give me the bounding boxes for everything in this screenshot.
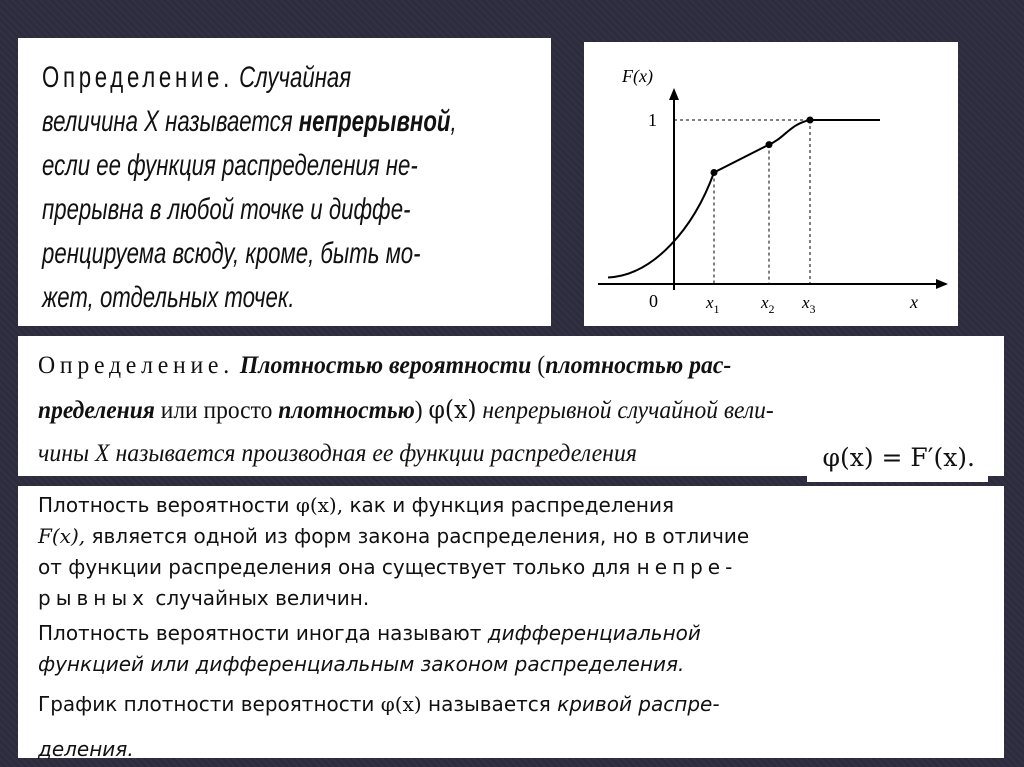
definition-density-panel <box>18 336 1004 476</box>
F-symbol: F(x), <box>38 524 86 548</box>
paragraph-line: от функции распределения она существует только для непре- <box>38 555 738 579</box>
definition-heading: Определение. <box>38 352 234 379</box>
y-axis-label: F(x) <box>622 66 653 86</box>
distribution-function-chart <box>584 42 958 326</box>
phi-symbol: φ(x) <box>380 692 422 716</box>
definition1-line: жет, отдельных точек. <box>42 281 295 314</box>
data-point-x1 <box>711 169 718 176</box>
data-point-x3 <box>807 117 814 124</box>
term-differential-function: дифференциальной <box>487 621 701 645</box>
x-tick-label-x1: $x_1$ <box>706 293 720 316</box>
distribution-function-graph-panel <box>584 42 958 326</box>
x-axis-label: x <box>910 292 918 312</box>
x-tick-label-x2: $x_2$ <box>761 293 775 316</box>
phi-symbol: φ(x) <box>428 395 477 424</box>
distribution-curve <box>608 120 880 277</box>
density-formula: φ(x) = F′(x). <box>807 440 988 482</box>
term-continuous: непрерывной <box>298 105 451 138</box>
definition1-line: прерывна в любой точке и диффе- <box>42 193 411 226</box>
paragraph-line: Плотность вероятности иногда называют дифференциальной <box>38 621 701 645</box>
term-distribution-density: плотностью рас- <box>545 352 732 379</box>
definition-heading: Определение. <box>42 61 233 94</box>
definition2-line: чины X называется производная ее функции распределения <box>38 440 637 467</box>
density-explanation-panel <box>18 486 1004 761</box>
definition2-line: пределения или просто плотностью) φ(x) непрерывной случайной вели- <box>38 395 774 424</box>
term-distribution-curve: кривой распре- <box>557 692 720 716</box>
term-density: плотностью <box>278 397 415 424</box>
paragraph-line: График плотности вероятности φ(x) называется кривой распре- <box>38 692 720 716</box>
definition1-line: если ее функция распределения не- <box>42 149 418 182</box>
definition2-line: Определение. Плотностью вероятности (плотностью рас- <box>38 352 732 379</box>
definition1-line: ренцируема всюду, кроме, быть мо- <box>42 237 421 270</box>
data-point-x2 <box>766 141 773 148</box>
term-probability-density: Плотностью вероятности <box>239 352 532 379</box>
definition1-line <box>42 100 541 144</box>
paragraph-line: Плотность вероятности φ(x), как и функция распределения <box>38 493 675 517</box>
paragraph-line: функцией или дифференциальным законом распределения. <box>38 652 685 676</box>
x-axis-arrow <box>936 279 948 289</box>
y-tick-label-1: 1 <box>648 110 657 130</box>
origin-label: 0 <box>649 291 658 311</box>
definition1-line <box>42 56 541 100</box>
paragraph-line: рывных случайных величин. <box>38 586 370 610</box>
definition1-text: величина X называется <box>42 105 299 138</box>
definition1-text: , <box>450 105 457 138</box>
phi-symbol: φ(x), <box>295 493 344 517</box>
paragraph-line: F(x), является одной из форм закона распределения, но в отличие <box>38 524 750 548</box>
definition-continuous-panel <box>18 38 551 326</box>
y-axis-arrow <box>669 88 679 100</box>
x-tick-label-x3: $x_3$ <box>802 293 816 316</box>
definition1-text: Случайная <box>232 61 352 94</box>
paragraph-line: деления. <box>38 737 134 761</box>
